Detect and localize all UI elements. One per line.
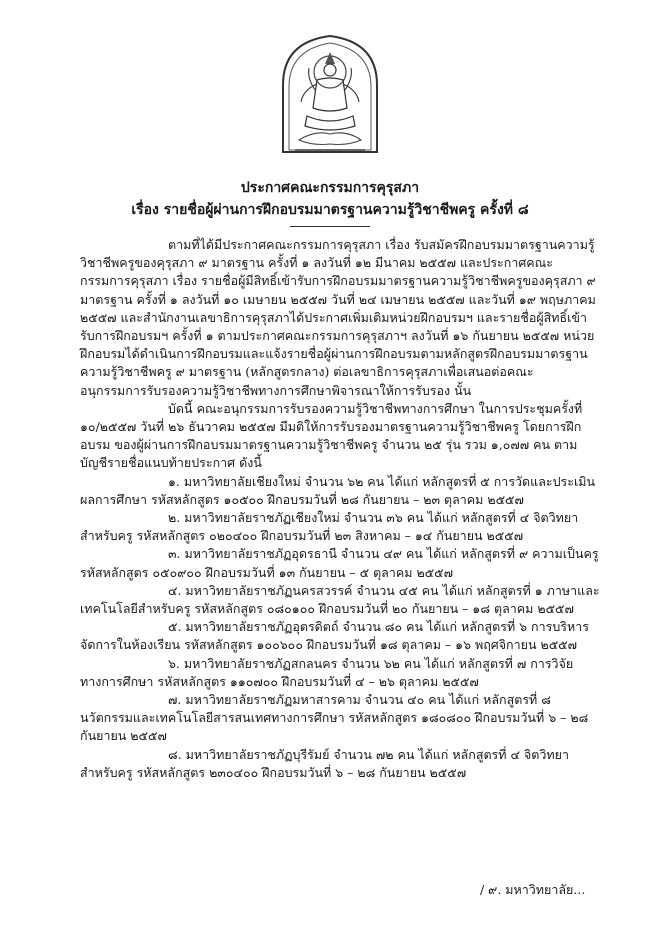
- list-item: ๔. มหาวิทยาลัยราชภัฏนครสวรรค์ จำนวน ๔๕ คน ได้แก่ หลักสูตรที่ ๑ ภาษาและเทคโนโลยีสำหรับครู รหัสหลักสูตร ๐๘๐๑๐๐ ฝึกอบรมวันที่ ๒๐ กันยายน – ๑๘ ตุลาคม ๒๕๕๗: [80, 582, 600, 617]
- announcement-title: ประกาศคณะกรรมการคุรุสภา: [240, 180, 420, 196]
- announcement-subject: เรื่อง รายชื่อผู้ผ่านการฝึกอบรมมาตรฐานความรู้วิชาชีพครู ครั้งที่ ๘: [131, 202, 529, 218]
- announcement-body: [80, 236, 600, 782]
- list-item: ๑. มหาวิทยาลัยเชียงใหม่ จำนวน ๖๒ คน ได้แก่ หลักสูตรที่ ๕ การวัดและประเมินผลการศึกษา รหัสหลักสูตร ๑๐๕๐๐ ฝึกอบรมวันที่ ๒๘ กันยายน – ๒๓ ตุลาคม ๒๕๕๗: [80, 473, 596, 507]
- title-divider: [290, 226, 370, 227]
- resolution-paragraph: บัดนี้ คณะอนุกรรมการรับรองความรู้วิชาชีพทางการศึกษา ในการประชุมครั้งที่ ๑๐/๒๕๕๗ วันที่ ๒๖ ธันวาคม ๒๕๕๗ มีมติให้การรับรองมาตรฐานความรู้วิชาชีพครู โดยการฝึกอบรม ของผู้ผ่านการฝึกอบรมมาตรฐานความรู้วิชาชีพครู จำนวน ๒๕ รุ่น รวม ๑,๐๗๗ คน ตามบัญชีรายชื่อแนบท้ายประกาศ ดังนี้: [80, 400, 583, 471]
- khurusapha-seal-icon: [265, 30, 395, 160]
- intro-paragraph: ตามที่ได้มีประกาศคณะกรรมการคุรุสภา เรื่อง รับสมัครฝึกอบรมมาตรฐานความรู้วิชาชีพครูของคุรุสภา ๙ มาตรฐาน ครั้งที่ ๑ ลงวันที่ ๑๒ มีนาคม ๒๕๕๗ และประกาศคณะกรรมการคุรุสภา เรื่อง รายชื่อผู้มีสิทธิ์เข้ารับการฝึกอบรมมาตรฐานความรู้วิชาชีพครูของคุรุสภา ๙ มาตรฐาน ครั้งที่ ๑ ลงวันที่ ๑๐ เมษายน ๒๕๕๗ วันที่ ๒๔ เมษายน ๒๕๕๗ และวันที่ ๑๙ พฤษภาคม ๒๕๕๗ และสำนักงานเลขาธิการคุรุสภาได้ประกาศเพิ่มเติมหน่วยฝึกอบรมฯ และรายชื่อผู้สิทธิ์เข้ารับการฝึกอบรมฯ ครั้งที่ ๑ ตามประกาศคณะกรรมการคุรุสภาฯ ลงวันที่ ๑๖ กันยายน ๒๕๕๗ หน่วยฝึกอบรมได้ดำเนินการฝึกอบรมและแจ้งรายชื่อผู้ผ่านการฝึกอบรมตามหลักสูตรฝึกอบรมมาตรฐานความรู้วิชาชีพครู ๙ มาตรฐาน (หลักสูตรกลาง) ต่อเลขาธิการคุรุสภาเพื่อเสนอต่อคณะอนุกรรมการรับรองความรู้วิชาชีพทางการศึกษาพิจารณาให้การรับรอง นั้น: [80, 237, 596, 398]
- list-item: ๒. มหาวิทยาลัยราชภัฏเชียงใหม่ จำนวน ๓๖ คน ได้แก่ หลักสูตรที่ ๔ จิตวิทยาสำหรับครู รหัสหลักสูตร ๐๒๐๔๐๐ ฝึกอบรมวันที่ ๒๓ สิงหาคม – ๑๔ กันยายน ๒๕๕๗: [80, 510, 579, 544]
- continuation-note: / ๙. มหาวิทยาลัย...: [480, 882, 586, 897]
- list-item: ๕. มหาวิทยาลัยราชภัฏอุตรดิตถ์ จำนวน ๘๐ คน ได้แก่ หลักสูตรที่ ๖ การบริหารจัดการในห้องเรียน รหัสหลักสูตร ๑๐๐๖๐๐ ฝึกอบรมวันที่ ๑๘ ตุลาคม – ๑๖ พฤศจิกายน ๒๕๕๗: [80, 619, 589, 653]
- list-item: ๘. มหาวิทยาลัยราชภัฏบุรีรัมย์ จำนวน ๗๒ คน ได้แก่ หลักสูตรที่ ๔ จิตวิทยาสำหรับครู รหัสหลักสูตร ๒๓๐๔๐๐ ฝึกอบรมวันที่ ๖ – ๒๘ กันยายน ๒๕๕๗: [80, 746, 569, 780]
- list-item: ๗. มหาวิทยาลัยราชภัฏมหาสารคาม จำนวน ๔๐ คน ได้แก่ หลักสูตรที่ ๘ นวัตกรรมและเทคโนโลยีสารสนเทศทางการศึกษา รหัสหลักสูตร ๑๘๐๘๐๐ ฝึกอบรมวันที่ ๖ – ๒๘ กันยายน ๒๕๕๗: [80, 692, 589, 744]
- list-item: ๓. มหาวิทยาลัยราชภัฏอุดรธานี จำนวน ๔๙ คน ได้แก่ หลักสูตรที่ ๙ ความเป็นครู รหัสหลักสูตร ๐๕๐๙๐๐ ฝึกอบรมวันที่ ๑๓ กันยายน – ๕ ตุลาคม ๒๕๕๗: [80, 546, 599, 580]
- list-item: ๖. มหาวิทยาลัยราชภัฏสกลนคร จำนวน ๖๒ คน ได้แก่ หลักสูตรที่ ๗ การวิจัยทางการศึกษา รหัสหลักสูตร ๑๑๐๗๐๐ ฝึกอบรมวันที่ ๔ – ๒๖ ตุลาคม ๒๕๕๗: [80, 655, 574, 689]
